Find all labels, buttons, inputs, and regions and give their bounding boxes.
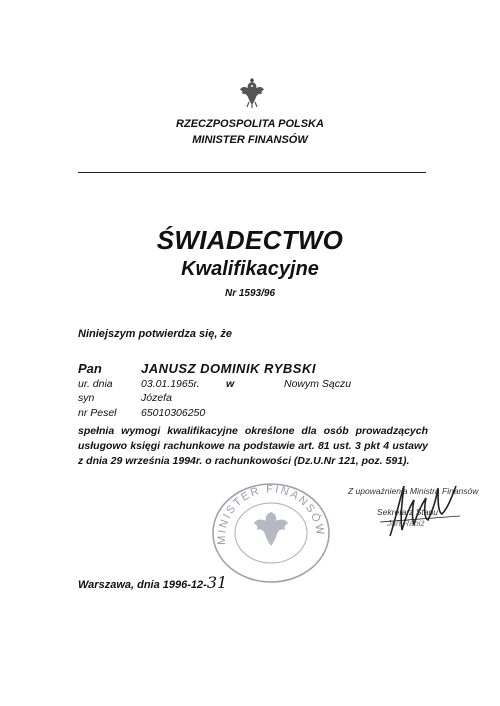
intro-text: Niniejszym potwierdza się, że — [78, 328, 233, 340]
document-title: ŚWIADECTWO — [156, 225, 344, 255]
pan-label: Pan — [78, 361, 102, 376]
document-number: Nr 1593/96 — [224, 288, 276, 299]
state-name: RZECZPOSPOLITA POLSKA — [176, 118, 324, 130]
signature-role: Sekretarz Stanu — [377, 507, 438, 517]
date-printed: Warszawa, dnia 1996-12- — [78, 579, 207, 591]
person-name: JANUSZ DOMINIK RYBSKI — [141, 361, 316, 376]
divider — [78, 172, 426, 173]
seal-text: MINISTER FINANSÓW — [215, 483, 327, 545]
pesel-label: nr Pesel — [78, 407, 117, 419]
son-label: syn — [78, 392, 95, 404]
handwritten-signature-icon — [340, 478, 470, 548]
father-name: Józefa — [141, 392, 172, 404]
signature-name: Jan Rabiż — [387, 518, 425, 528]
round-seal-icon — [208, 478, 334, 584]
born-label: ur. dnia — [78, 378, 113, 390]
in-label: w — [226, 378, 235, 390]
born-date: 03.01.1965r. — [141, 378, 200, 390]
eagle-emblem-icon — [239, 78, 265, 108]
date-handwritten: 31 — [206, 573, 228, 592]
document-subtitle: Kwalifikacyjne — [181, 258, 319, 280]
pesel-number: 65010306250 — [141, 407, 206, 419]
qualification-paragraph: spełnia wymogi kwalifikacyjne określone dla osób prowadzących usługowo księgi rachunkowe na podstawie art. 81 ust. 3 pkt 4 ustawy z dnia 29 września 1994r. o rachunkowości (Dz.U.Nr 121, poz. 591). — [78, 425, 428, 467]
birth-place: Nowym Sączu — [284, 378, 352, 390]
issue-date — [78, 573, 227, 592]
office-name: MINISTER FINANSÓW — [192, 134, 308, 146]
signature-authority: Z upoważnienia Ministra Finansów — [348, 486, 479, 496]
